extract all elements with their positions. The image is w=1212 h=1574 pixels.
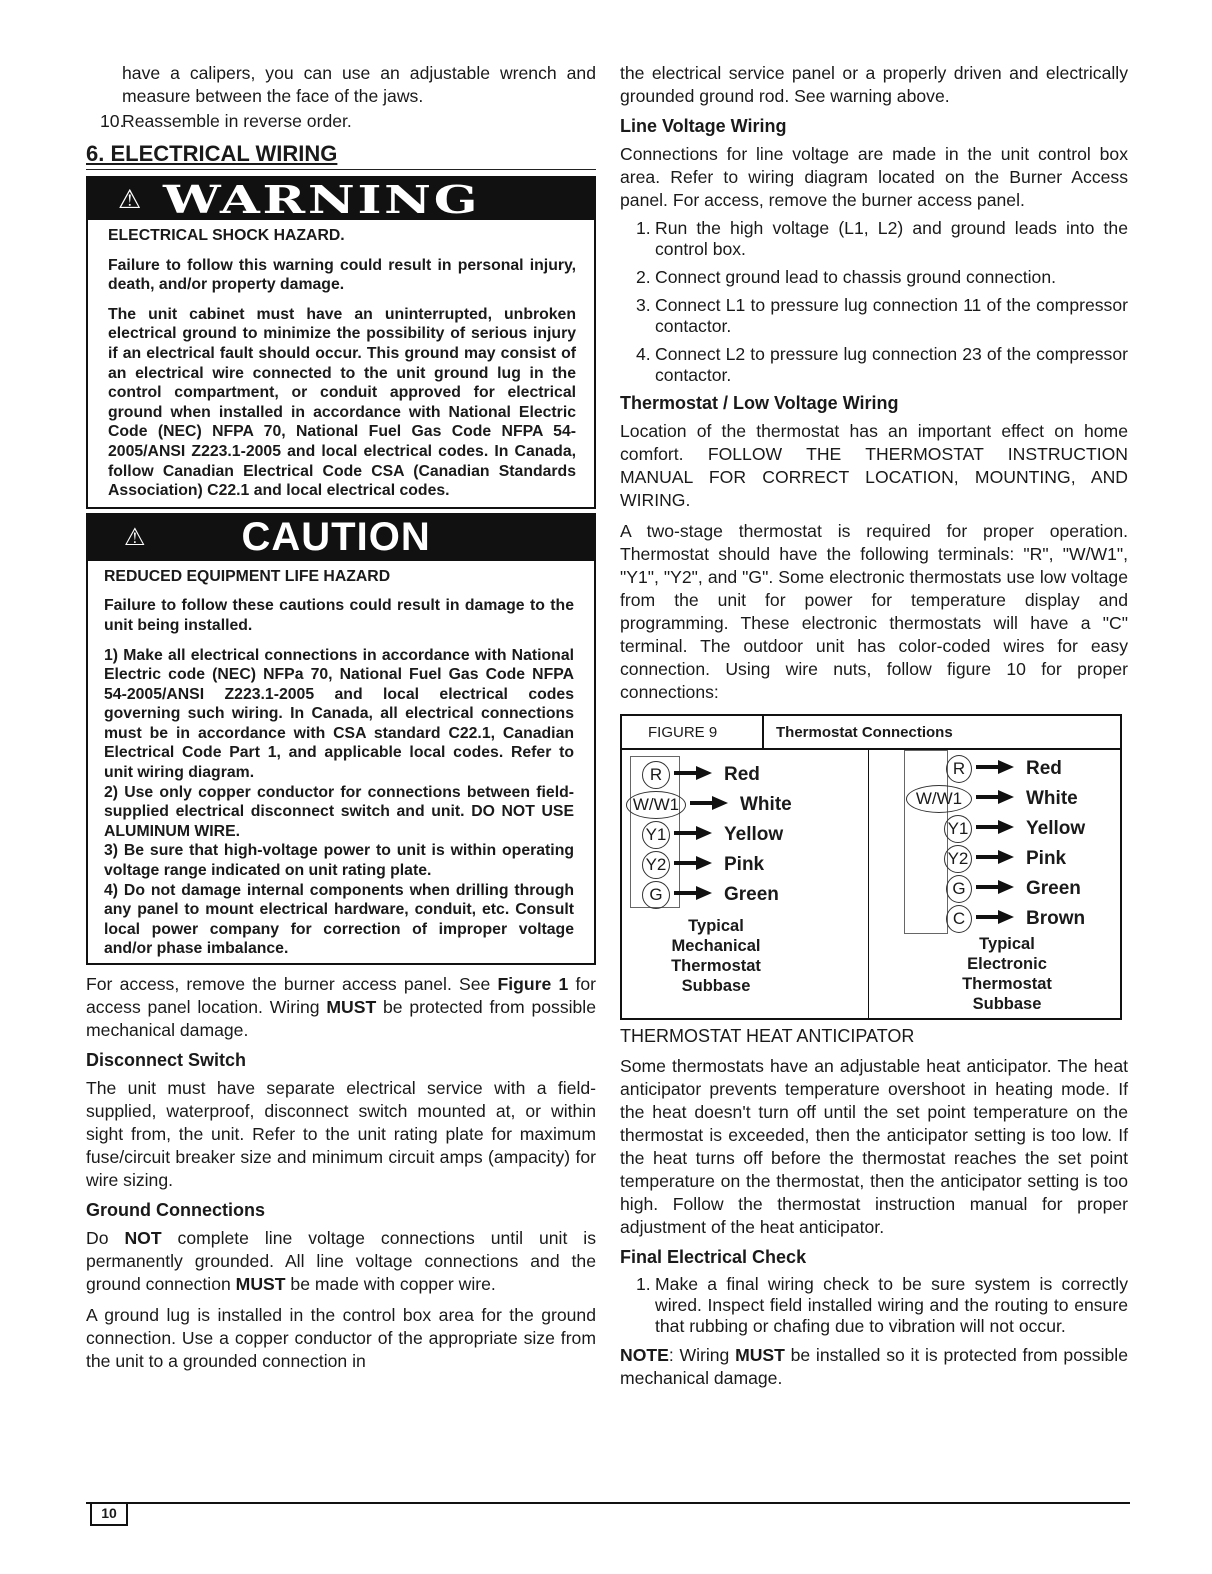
list-item: 1. Make a final wiring check to be sure system is correctly wired. Inspect field installed wiring and the routing to ensure that rubbing or chafing due to vibration will not occur.: [636, 1274, 1128, 1336]
intro-item-text: Reassemble in reverse order.: [122, 111, 352, 131]
intro-item-number: 10.: [100, 111, 125, 131]
arrow-right-icon: [976, 820, 1014, 839]
elec-terminal-w: W/W1 White: [906, 784, 1078, 814]
intro-paragraph: have a calipers, you can use an adjustable wrench and measure between the face of the jaws.: [122, 63, 596, 106]
figure-divider: [868, 750, 869, 1018]
arrow-right-icon: [674, 886, 712, 905]
warning-hazard: ELECTRICAL SHOCK HAZARD.: [108, 227, 345, 244]
intro-item-10: [86, 110, 596, 133]
warning-header: [88, 178, 594, 220]
caution-hazard: REDUCED EQUIPMENT LIFE HAZARD: [104, 567, 391, 585]
warning-triangle-icon: ⚠: [118, 183, 142, 214]
caution-triangle-icon: ⚠: [124, 524, 146, 552]
caution-header: [88, 515, 594, 561]
access-paragraph: For access, remove the burner access panel. See Figure 1 for access panel location. Wiring MUST be protected from possible mechanical damage.: [86, 974, 597, 1040]
heat-anticipator-paragraph: Some thermostats have an adjustable heat anticipator. The heat anticipator prevents temperature overshoot in heating mode. If the heat doesn't turn off until the set point temperature on the thermostat is exceeded, then the anticipator setting is too low. If the heat turns off before the thermostat reaches the set point temperature on the thermostat, then the anticipator setting is too high. Follow the thermostat instruction manual for proper adjustment of the heat anticipator.: [620, 1056, 1128, 1237]
right-column: [620, 62, 1128, 1390]
warning-title: WARNING: [163, 176, 481, 222]
arrow-right-icon: [976, 910, 1014, 929]
caution-item-4: 4) Do not damage internal components when drilling through any panel to mount electrical hardware, conduit, etc. Consult local power company for correction of improper voltage and/or phase imbalance.: [104, 881, 574, 958]
ground-lug-paragraph: A ground lug is installed in the control box area for the ground connection. Use a copper conductor of the appropriate size from the unit to a grounded connection in: [86, 1305, 596, 1371]
line-voltage-paragraph: Connections for line voltage are made in the unit control box area. Refer to wiring diagram located on the Burner Access panel. For access, remove the burner access panel.: [620, 144, 1128, 210]
electronic-subbase-caption: Typical Electronic Thermostat Subbase: [962, 935, 1052, 1013]
warning-paragraph-2: The unit cabinet must have an uninterrupted, unbroken electrical ground to minimize the possibility of serious injury if an electrical fault should occur. This ground may consist of an electrical wire connected to the unit ground lug in the control compartment, or conduit approved for electrical ground when installed in accordance with National Electric Code (NEC) NFPA 70, National Fuel Gas Code NFPA 54-2005/ANSI Z223.1-2005 and local electrical codes. In Canada, follow Canadian Electrical Code CSA (Canadian Standards Association) C22.1 and local electrical codes.: [108, 305, 576, 500]
caution-body: [88, 561, 594, 963]
electronic-subbase-outline: [904, 750, 948, 934]
elec-terminal-y1: Y1 Yellow: [944, 814, 1085, 844]
figure-label: FIGURE 9: [622, 716, 764, 748]
caution-item-2: 2) Use only copper conductor for connections between field-supplied electrical disconnect switch and unit. DO NOT USE ALUMINUM WIRE.: [104, 783, 574, 840]
ground-connections-heading: Ground Connections: [86, 1200, 265, 1220]
elec-terminal-y2: Y2 Pink: [944, 844, 1066, 874]
arrow-right-icon: [976, 760, 1014, 779]
thermostat-wiring-heading: Thermostat / Low Voltage Wiring: [620, 393, 899, 413]
continued-paragraph: the electrical service panel or a properly driven and electrically grounded ground rod. See warning above.: [620, 63, 1128, 106]
elec-terminal-r: R Red: [946, 754, 1062, 784]
arrow-right-icon: [976, 880, 1014, 899]
mech-terminal-w: W/W1 White: [626, 790, 792, 820]
section-title: 6. ELECTRICAL WIRING: [86, 141, 596, 170]
arrow-right-icon: [976, 850, 1014, 869]
disconnect-switch-paragraph: The unit must have separate electrical service with a field-supplied, waterproof, disconnect switch mounted at, or within sight from, the unit. Refer to the unit rating plate for maximum fuse/circuit breaker size and minimum circuit amps (ampacity) for wire sizing.: [86, 1078, 596, 1190]
mech-terminal-y2: Y2 Pink: [642, 850, 764, 880]
left-column: [86, 62, 596, 1373]
warning-box: [86, 176, 596, 509]
mechanical-subbase-caption: Typical Mechanical Thermostat Subbase: [671, 917, 761, 995]
warning-paragraph-1: Failure to follow this warning could result in personal injury, death, and/or property damage.: [108, 256, 576, 294]
mechanical-subbase-panel: [628, 756, 864, 1012]
mech-terminal-r: R Red: [642, 760, 760, 790]
list-item: 4. Connect L2 to pressure lug connection 23 of the compressor contactor.: [636, 344, 1128, 385]
elec-terminal-g: G Green: [946, 874, 1081, 904]
thermostat-paragraph-1: Location of the thermostat has an important effect on home comfort. FOLLOW THE THERMOSTAT INSTRUCTION MANUAL FOR CORRECT LOCATION, MOUNTING, AND WIRING.: [620, 421, 1128, 510]
figure-9-thermostat-connections: [620, 714, 1122, 1020]
list-item: 3. Connect L1 to pressure lug connection 11 of the compressor contactor.: [636, 295, 1128, 336]
electronic-subbase-panel: [872, 750, 1116, 1014]
caution-item-1: 1) Make all electrical connections in accordance with National Electric code (NEC) NFPa 70, National Fuel Gas Code NFPA 54-2005/ANSI Z223.1-2005 and local electrical codes governing such wiring. In Canada, all electrical connections must be in accordance with CSA standard C22.1, Canadian Electrical Code Part 1, and applicable local codes. Refer to unit wiring diagram.: [104, 646, 574, 782]
figure-title: Thermostat Connections: [776, 724, 953, 741]
figure-header: [622, 716, 1120, 750]
line-voltage-heading: Line Voltage Wiring: [620, 116, 787, 136]
final-check-heading: Final Electrical Check: [620, 1247, 807, 1267]
note-paragraph: NOTE: Wiring MUST be installed so it is protected from possible mechanical damage.: [620, 1345, 1128, 1388]
final-check-steps: [620, 1274, 1128, 1337]
caution-title: CAUTION: [241, 515, 431, 560]
elec-terminal-c: C Brown: [946, 904, 1085, 934]
caution-paragraph-1: Failure to follow these cautions could result in damage to the unit being installed.: [104, 597, 574, 634]
arrow-right-icon: [674, 856, 712, 875]
page-number: 10: [90, 1502, 128, 1526]
caution-box: [86, 513, 596, 965]
arrow-right-icon: [674, 826, 712, 845]
thermostat-paragraph-2: A two-stage thermostat is required for proper operation. Thermostat should have the following terminals: "R", "W/W1", "Y1", "Y2", and "G". Some electronic thermostats use low voltage from the unit for power for temperature display and programming. These electronic thermostats will have a "C" terminal. The outdoor unit has color-coded wires for easy connection. Using wire nuts, follow figure 10 for proper connections:: [620, 521, 1128, 702]
mech-terminal-y1: Y1 Yellow: [642, 820, 783, 850]
ground-connections-paragraph: Do NOT complete line voltage connections until unit is permanently grounded. All line voltage connections and the ground connection MUST be made with copper wire.: [86, 1228, 596, 1294]
arrow-right-icon: [690, 796, 728, 815]
list-item: 1. Run the high voltage (L1, L2) and ground leads into the control box.: [636, 218, 1128, 259]
list-item: 2. Connect ground lead to chassis ground connection.: [636, 267, 1057, 287]
arrow-right-icon: [976, 790, 1014, 809]
heat-anticipator-heading: THERMOSTAT HEAT ANTICIPATOR: [620, 1026, 915, 1046]
arrow-right-icon: [674, 766, 712, 785]
disconnect-switch-heading: Disconnect Switch: [86, 1050, 247, 1070]
line-voltage-steps: [620, 218, 1128, 386]
warning-body: [88, 220, 594, 507]
footer-rule: [86, 1502, 1130, 1504]
caution-item-3: 3) Be sure that high-voltage power to unit is within operating voltage range indicated on unit rating plate.: [104, 842, 574, 880]
mech-terminal-g: G Green: [642, 880, 779, 910]
